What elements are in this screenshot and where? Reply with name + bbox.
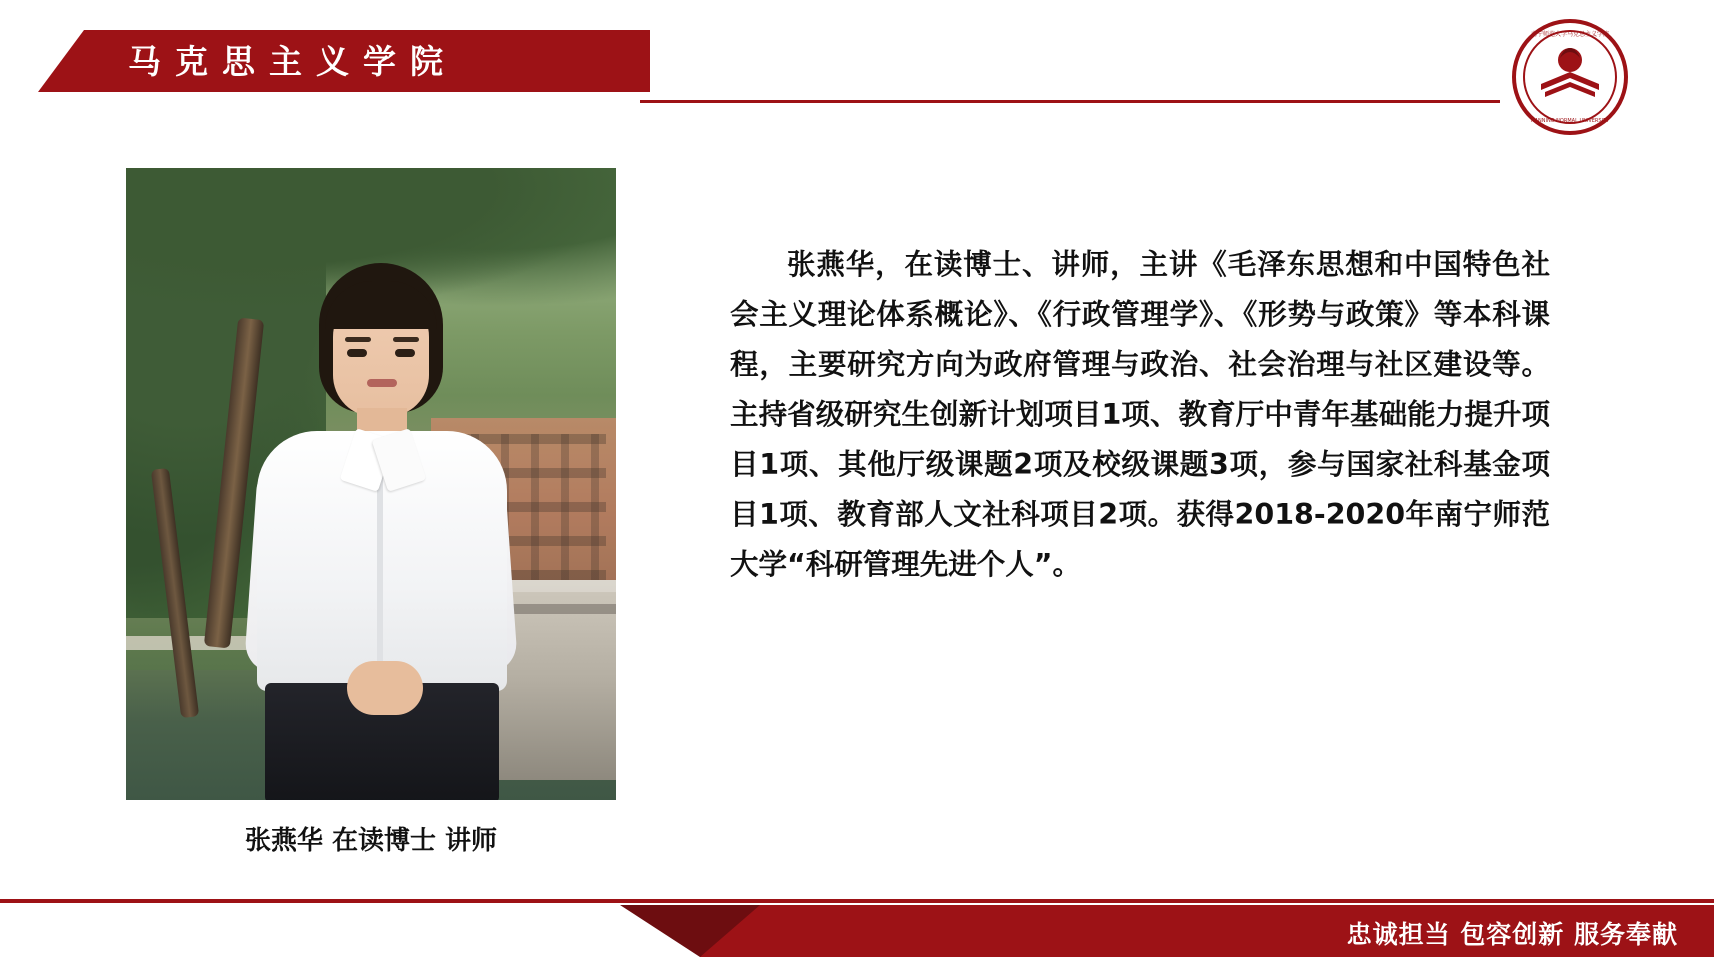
portrait-photo xyxy=(126,168,616,800)
photo-person xyxy=(251,263,511,800)
header-divider-rule xyxy=(640,100,1500,103)
footer-slogan: 忠诚担当 包容创新 服务奉献 xyxy=(1346,920,1678,949)
photo-caption: 张燕华 在读博士 讲师 xyxy=(244,826,498,856)
page-title: 马克思主义学院 xyxy=(128,42,457,81)
footer-top-rule xyxy=(0,899,1714,903)
footer-banner xyxy=(0,889,1714,957)
photo-person-eye-left xyxy=(347,349,367,357)
biography-paragraph: 张燕华，在读博士、讲师，主讲《毛泽东思想和中国特色社会主义理论体系概论》、《行政管理学》、《形势与政策》等本科课程，主要研究方向为政府管理与政治、社会治理与社区建设等。主持省级研究生创新计划项目1项、教育厅中青年基础能力提升项目1项、其他厅级课题2项及校级课题3项，参与国家社科基金项目1项、教育部人文社科项目2项。获得2018-2020年南宁师范大学“科研管理先进个人”。 xyxy=(730,248,1550,581)
svg-text:南宁师范大学马克思主义学院: 南宁师范大学马克思主义学院 xyxy=(1530,31,1610,38)
photo-person-mouth xyxy=(367,379,397,387)
photo-person-eye-right xyxy=(395,349,415,357)
photo-person-brow-right xyxy=(393,337,419,342)
photo-person-brow-left xyxy=(345,337,371,342)
svg-text:NANNING NORMAL UNIVERSITY: NANNING NORMAL UNIVERSITY xyxy=(1530,118,1610,124)
footer-white-wedge xyxy=(0,905,700,957)
photo-person-hands xyxy=(347,661,423,715)
university-emblem-icon xyxy=(1511,18,1629,136)
photo-person-shirt-placket xyxy=(377,459,383,679)
